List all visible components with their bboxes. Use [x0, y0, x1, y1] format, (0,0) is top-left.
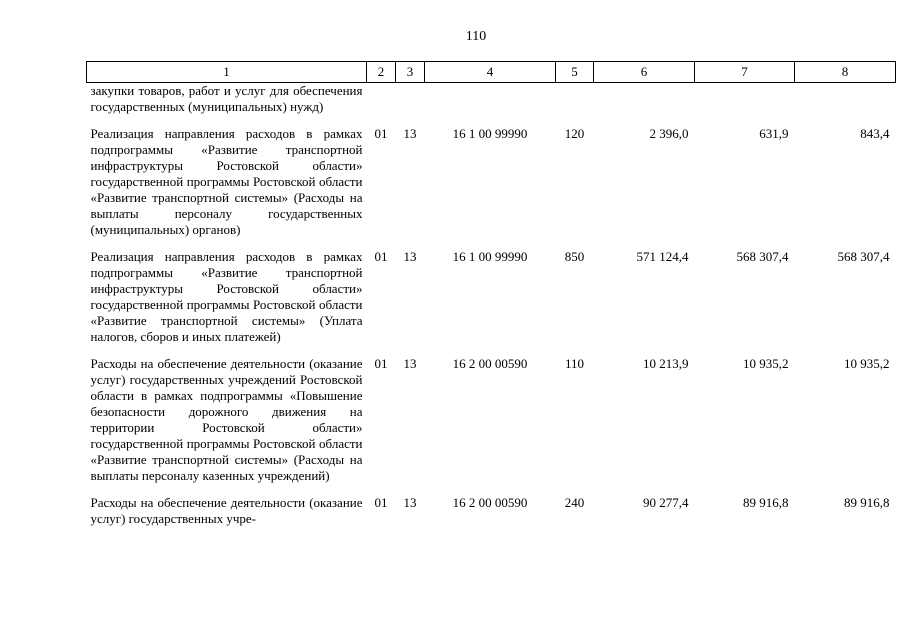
row-section-code: [367, 83, 396, 127]
row-amount-year-3: 568 307,4: [837, 249, 890, 264]
row-amount-year-2: 568 307,4: [736, 249, 789, 264]
row-amount-year-1: 10 213,9: [643, 356, 689, 371]
row-description: Реализация направления расходов в рамках подпрограммы «Развитие транспортной инфраструктуры Ростовской области» государственной программы Ростовской области «Развитие транспортной системы» (Расходы на выплаты персоналу государственных (муниципальных) органов): [90, 126, 363, 237]
row-section-code: 01: [374, 126, 388, 141]
table-row: [87, 356, 896, 495]
table-row: [87, 83, 896, 127]
row-amount-year-2: 89 916,8: [743, 495, 789, 510]
row-subsection-code: [396, 83, 425, 127]
budget-table: [86, 61, 896, 538]
row-subsection-code: 13: [403, 356, 417, 371]
row-target-article: 16 2 00 00590: [452, 495, 528, 510]
column-header-7: 7: [695, 62, 795, 83]
row-description: Расходы на обеспечение деятельности (оказание услуг) государственных учреждений Ростовской области в рамках подпрограммы «Повышение безопасности дорожного движения на территории Ростовской области» государственной программы Ростовской области «Развитие транспортной системы» (Расходы на выплаты персоналу казенных учреждений): [90, 356, 363, 483]
table-row: [87, 126, 896, 249]
table-header-row: [87, 62, 896, 83]
row-amount-year-1: 571 124,4: [636, 249, 689, 264]
row-amount-year-2: [695, 83, 795, 127]
row-expense-type: 240: [564, 495, 585, 510]
row-amount-year-1: 90 277,4: [643, 495, 689, 510]
row-subsection-code: 13: [403, 126, 417, 141]
row-expense-type: 850: [564, 249, 585, 264]
column-header-6: 6: [594, 62, 695, 83]
row-amount-year-3: 843,4: [860, 126, 890, 141]
row-description: Расходы на обеспечение деятельности (оказание услуг) государственных учре-: [90, 495, 363, 526]
row-expense-type: [556, 83, 594, 127]
row-section-code: 01: [374, 356, 388, 371]
table-row: [87, 495, 896, 538]
column-header-4: 4: [425, 62, 556, 83]
row-section-code: 01: [374, 495, 388, 510]
column-header-2: 2: [367, 62, 396, 83]
column-header-8: 8: [795, 62, 896, 83]
row-target-article: 16 2 00 00590: [452, 356, 528, 371]
row-amount-year-1: 2 396,0: [649, 126, 689, 141]
row-target-article: 16 1 00 99990: [452, 249, 528, 264]
column-header-5: 5: [556, 62, 594, 83]
row-amount-year-3: 89 916,8: [844, 495, 890, 510]
row-subsection-code: 13: [403, 249, 417, 264]
row-section-code: 01: [374, 249, 388, 264]
row-amount-year-3: [795, 83, 896, 127]
row-amount-year-2: 631,9: [759, 126, 789, 141]
row-description: закупки товаров, работ и услуг для обеспечения государственных (муниципальных) нужд): [90, 83, 363, 114]
row-subsection-code: 13: [403, 495, 417, 510]
row-description: Реализация направления расходов в рамках подпрограммы «Развитие транспортной инфраструктуры Ростовской области» государственной программы Ростовской области «Развитие транспортной системы» (Уплата налогов, сборов и иных платежей): [90, 249, 363, 344]
row-amount-year-2: 10 935,2: [743, 356, 789, 371]
row-expense-type: 120: [564, 126, 585, 141]
row-target-article: 16 1 00 99990: [452, 126, 528, 141]
row-amount-year-3: 10 935,2: [844, 356, 890, 371]
table-row: [87, 249, 896, 356]
page-number: 110: [465, 29, 487, 44]
column-header-3: 3: [396, 62, 425, 83]
row-expense-type: 110: [564, 356, 585, 371]
column-header-1: 1: [87, 62, 367, 83]
row-target-article: [425, 83, 556, 127]
row-amount-year-1: [594, 83, 695, 127]
